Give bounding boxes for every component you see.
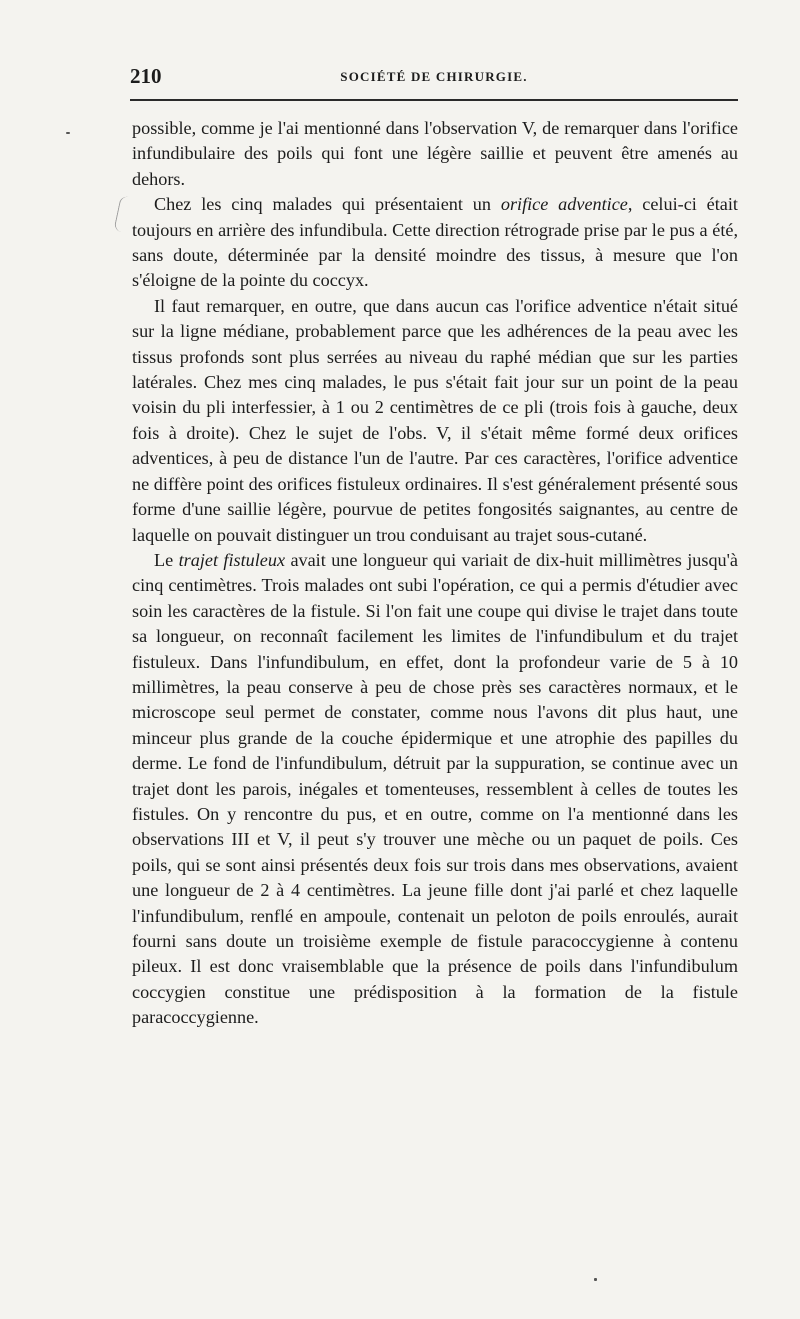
paragraph-text: Chez les cinq malades qui présentaient un bbox=[154, 194, 501, 215]
paragraph-text: , celui-ci était toujours en arrière des infundibula. Cette direction rétrograde prise par le pus a été, sans doute, déterminée par la densité moindre des tissus, à mesure que l'on s'éloigne de la pointe du coccyx. bbox=[132, 194, 738, 291]
paragraph-text: Le bbox=[154, 549, 179, 570]
paragraph-orifice-position: Il faut remarquer, en outre, que dans aucun cas l'orifice adventice n'était situé sur la ligne médiane, probablement parce que les adhérences de la peau avec les tissus profonds sont plus serrées au niveau du raphé médian que sur les parties latérales. Chez mes cinq malades, le pus s'était fait jour sur un point de la peau voisin du pli interfessier, à 1 ou 2 centimètres de ce pli (trois fois à gauche, deux fois à droite). Chez le sujet de l'obs. V, il s'était même formé deux orifices adventices, à peu de distance l'un de l'autre. Par ces caractères, l'orifice adventice ne diffère point des orifices fistuleux ordinaires. Il s'est généralement présenté sous forme d'une saillie légère, pourvue de petites fongosités saignantes, au centre de laquelle on pouvait distinguer un trou conduisant au trajet sous-cutané. bbox=[132, 295, 738, 545]
ink-speck bbox=[594, 1278, 597, 1281]
italic-term: orifice adventice bbox=[500, 194, 628, 215]
body-text bbox=[132, 116, 738, 1031]
page-number: 210 bbox=[130, 64, 162, 88]
margin-pencil-mark bbox=[113, 195, 131, 233]
ink-speck bbox=[66, 132, 70, 134]
header-rule bbox=[130, 99, 738, 101]
running-title: SOCIÉTÉ DE CHIRURGIE. bbox=[340, 69, 528, 84]
page-header bbox=[130, 64, 738, 94]
paragraph-orifice-adventice bbox=[132, 192, 738, 294]
italic-term: trajet fistuleux bbox=[178, 549, 286, 570]
paragraph-trajet-fistuleux bbox=[132, 548, 738, 1031]
paragraph-continuation: possible, comme je l'ai mentionné dans l'observation V, de remarquer dans l'orifice infundibulaire des poils qui font une légère saillie et peuvent être amenés au dehors. bbox=[132, 118, 738, 189]
paragraph-text: avait une longueur qui variait de dix-huit millimètres jusqu'à cinq centimètres. Trois malades ont subi l'opération, ce qui a permis d'étudier avec soin les caractères de la fistule. Si l'on fait une coupe qui divise le trajet dans toute sa longueur, on reconnaît facilement les limites de l'infundibulum et du trajet fistuleux. Dans l'infundibulum, en effet, dont la profondeur varie de 5 à 10 millimètres, la peau conserve à peu de chose près ses caractères normaux, et le microscope seul permet de constater, comme nous l'avons dit plus haut, une minceur plus grande de la couche épidermique et une atrophie des papilles du derme. Le fond de l'infundibulum, détruit par la suppuration, se continue avec un trajet dont les parois, inégales et tomenteuses, ressemblent à celles de toutes les fistules. On y rencontre du pus, et en outre, comme on l'a mentionné dans les observations III et V, il peut s'y trouver une mèche ou un paquet de poils. Ces poils, qui se sont ainsi présentés deux fois sur trois dans mes observations, avaient une longueur de 2 à 4 centimètres. La jeune fille dont j'ai parlé et chez laquelle l'infundibulum, renflé en ampoule, contenait un peloton de poils enroulés, aurait fourni sans doute un troisième exemple de fistule paracoccygienne à contenu pileux. Il est donc vraisemblable que la présence de poils dans l'infundibulum coccygien constitue une prédisposition à la formation de la fistule paracoccygienne. bbox=[132, 549, 738, 1028]
